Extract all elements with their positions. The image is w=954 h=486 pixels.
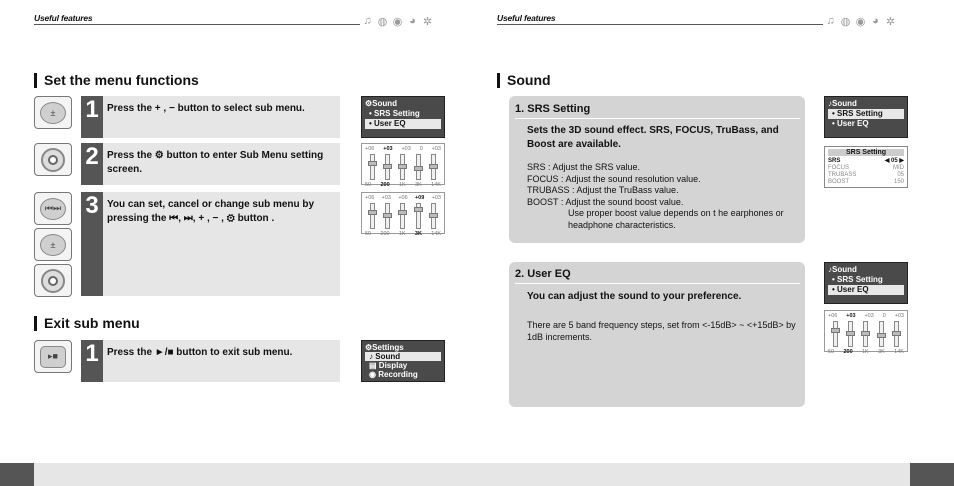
section-title-sound: Sound (497, 73, 551, 88)
lcd-item: • SRS Setting (369, 109, 420, 118)
step-number: 1 (81, 340, 103, 382)
srs-panel-body: SRS : Adjust the SRS value. FOCUS : Adjust the sound resolution value. TRUBASS : Adjust the TruBass value. BOOST : Adjust the sound boost value. Use proper boost value depends on t he earphones or headphone characteristics. (527, 162, 802, 231)
step-number: 3 (81, 192, 103, 296)
lcd-item-selected: • User EQ (828, 285, 904, 295)
left-header-rule (34, 24, 360, 25)
lcd-sound-menu-eq (824, 262, 908, 304)
settings-icon: ◕ (872, 15, 879, 27)
footer-bar (34, 463, 910, 486)
menu-button-image (34, 143, 72, 176)
step-text: Press the + , − button to select sub menu. (107, 103, 305, 114)
srs-setting-panel (509, 96, 805, 243)
lcd-title: ⚙Settings (365, 343, 404, 352)
boost-note: Use proper boost value depends on t he earphones or headphone characteristics. (568, 208, 784, 230)
plus-minus-icon: ± (40, 234, 66, 256)
lcd-title: ⚙Sound (365, 99, 398, 108)
srs-screen-header: SRS Setting (828, 149, 904, 156)
eq-freqs: 50 200 1K 3K 14K (365, 231, 441, 237)
eq-panel-lead: You can adjust the sound to your preference. (527, 291, 742, 302)
panel-rule (515, 283, 800, 284)
lcd-item: ▤ Display (369, 361, 408, 370)
voice-icon: ◍ (840, 16, 851, 28)
step-3 (81, 192, 340, 296)
right-header-title: Useful features (497, 13, 556, 23)
eq-screen-a (361, 143, 445, 188)
section-title-set-menu: Set the menu functions (34, 73, 199, 88)
music-note-icon: ♫ (363, 15, 372, 27)
eq-panel-title: 2. User EQ (515, 268, 571, 280)
settings-icon: ◕ (409, 15, 416, 27)
lcd-item-selected: • User EQ (365, 119, 441, 129)
display-icon: ▤ (369, 361, 377, 370)
step-text: You can set, cancel or change sub menu by pressing the ⏮, ⏭, + , − , ⚙ button . (107, 199, 315, 224)
play-stop-icon: ▸■ (40, 346, 66, 368)
plus-minus-icon: ± (40, 102, 66, 124)
srs-panel-lead: Sets the 3D sound effect. SRS, FOCUS, TruBass, and Boost are available. (527, 125, 779, 150)
lcd-item: ◉ Recording (369, 370, 418, 379)
user-eq-panel (509, 262, 805, 407)
step-number: 2 (81, 143, 103, 185)
section-title-exit-menu: Exit sub menu (34, 316, 140, 331)
srs-row: TRUBASS 05 (828, 172, 904, 178)
eq-freqs: 50 200 1K 3K 14K (365, 182, 441, 188)
radio-icon: ◉ (855, 16, 866, 28)
menu-button-image-2 (34, 264, 72, 297)
left-header-title: Useful features (34, 13, 93, 23)
eq-screen-c (824, 310, 908, 355)
voice-icon: ◍ (377, 16, 388, 28)
eq-sliders (365, 154, 441, 180)
skip-icon: ⏮⏭ (40, 198, 66, 220)
footer-left-tab (0, 463, 34, 486)
footer-right-tab (910, 463, 954, 486)
play-stop-button-image (34, 340, 72, 373)
step-text: Press the ⚙ button to enter Sub Menu setting screen. (107, 150, 324, 175)
eq-values: +06 +03 +03 0 +03 (828, 313, 904, 319)
eq-sliders (365, 203, 441, 229)
eq-freqs: 50 200 1K 3K 14K (828, 349, 904, 355)
left-header-icons (361, 15, 434, 28)
skip-button-image (34, 192, 72, 225)
eq-screen-b (361, 192, 445, 237)
gear-icon: ⚙ (365, 343, 373, 352)
sound-icon: ♪ (828, 265, 832, 274)
step-text: Press the ►/■ button to exit sub menu. (107, 347, 293, 358)
srs-row: SRS ◀ 05 ▶ (828, 158, 904, 164)
lcd-title: ♪Sound (828, 265, 857, 274)
lcd-settings-menu (361, 340, 445, 382)
gear-icon: ✲ (885, 16, 896, 28)
lcd-item-selected: ♪ Sound (365, 352, 441, 361)
lcd-item-selected: • SRS Setting (828, 109, 904, 119)
srs-row: FOCUS MID (828, 165, 904, 171)
eq-values: +06 +03 +06 +09 +03 (365, 195, 441, 201)
eq-sliders (828, 321, 904, 347)
lcd-item: • SRS Setting (832, 275, 883, 284)
lcd-title: ♪Sound (828, 99, 857, 108)
plus-minus-button-image-2 (34, 228, 72, 261)
lcd-sound-menu (361, 96, 445, 138)
lcd-item: • User EQ (832, 119, 869, 128)
gear-icon: ⚙ (365, 99, 373, 108)
sound-icon: ♪ (369, 352, 373, 361)
round-button-icon (41, 148, 65, 172)
radio-icon: ◉ (392, 16, 403, 28)
right-header-icons (824, 15, 897, 28)
round-button-icon (41, 269, 65, 293)
gear-icon: ✲ (422, 16, 433, 28)
lcd-sound-menu-srs (824, 96, 908, 138)
record-icon: ◉ (369, 370, 376, 379)
srs-row: BOOST 150 (828, 179, 904, 185)
step-2 (81, 143, 340, 185)
sound-icon: ♪ (828, 99, 832, 108)
right-header-rule (497, 24, 823, 25)
srs-setting-screen (824, 146, 908, 188)
eq-panel-body: There are 5 band frequency steps, set from <-15dB> ~ <+15dB> by 1dB increments. (527, 320, 796, 342)
exit-step-1 (81, 340, 340, 382)
eq-values: +06 +03 +03 0 +03 (365, 146, 441, 152)
step-number: 1 (81, 96, 103, 138)
step-1 (81, 96, 340, 138)
panel-rule (515, 118, 800, 119)
music-note-icon: ♫ (826, 15, 835, 27)
srs-panel-title: 1. SRS Setting (515, 103, 591, 115)
plus-minus-button-image (34, 96, 72, 129)
